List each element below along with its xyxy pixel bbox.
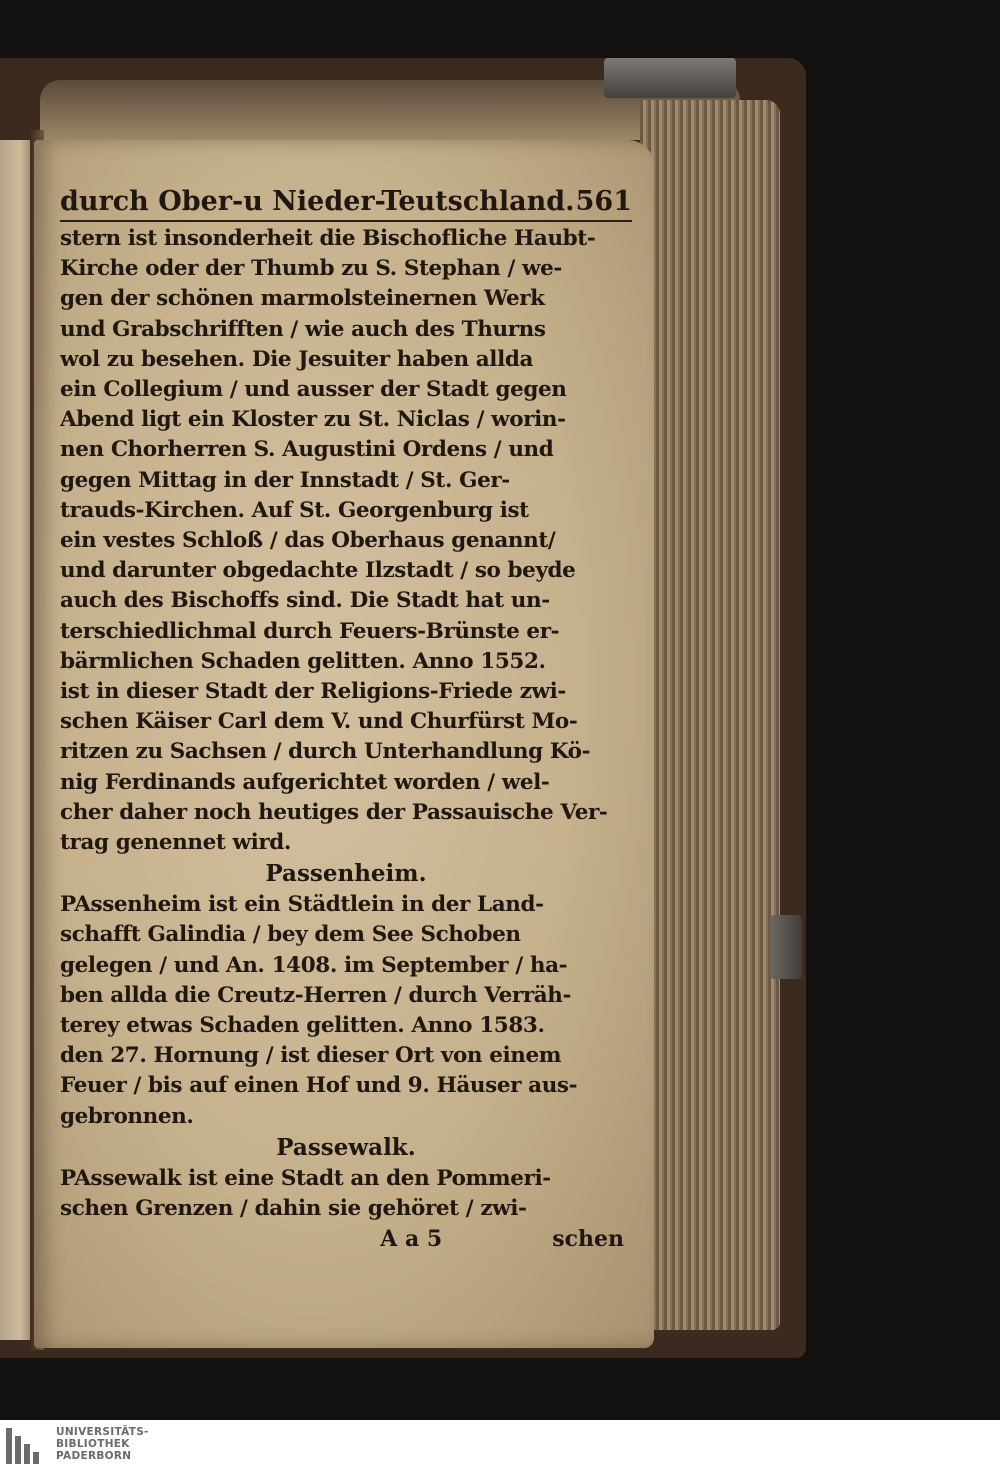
text-line: schen Käiser Carl dem V. und Churfürst Mo- — [60, 709, 578, 735]
metal-clasp-side — [770, 915, 802, 979]
paragraph-passau — [60, 224, 632, 858]
text-line: Abend ligt ein Kloster zu St. Niclas / worin- — [60, 407, 566, 433]
text-line: gelegen / und An. 1408. im September / ha- — [60, 952, 568, 978]
page-footer — [60, 1224, 632, 1254]
library-logo-text — [56, 1426, 149, 1462]
catchword: schen — [552, 1226, 624, 1253]
text-line: schafft Galindia / bey dem See Schoben — [60, 922, 521, 948]
paragraph-passewalk — [60, 1164, 632, 1224]
paragraph-passenheim — [60, 890, 632, 1132]
text-line: gen der schönen marmolsteinernen Werk — [60, 286, 545, 312]
text-line: ein Collegium / und ausser der Stadt gegen — [60, 377, 567, 403]
text-line: terschiedlichmal durch Feuers-Brünste er- — [60, 618, 560, 644]
left-page-edge — [0, 140, 34, 1340]
text-line: ein vestes Schloß / das Oberhaus genannt/ — [60, 528, 556, 554]
text-line: nen Chorherren S. Augustini Ordens / und — [60, 437, 554, 463]
section-heading-passenheim: Passenheim. — [265, 860, 427, 888]
running-title: durch Ober-u Nieder-Teutschland. — [60, 186, 575, 217]
text-line: Kirche oder der Thumb zu S. Stephan / we- — [60, 256, 562, 282]
page-text-block — [60, 186, 632, 1254]
text-line: gebronnen. — [60, 1103, 194, 1129]
text-line: auch des Bischoffs sind. Die Stadt hat un- — [60, 588, 550, 614]
text-line: trag genennet wird. — [60, 830, 292, 856]
text-line: bärmlichen Schaden gelitten. Anno 1552. — [60, 648, 546, 674]
logo-line-1: UNIVERSITÄTS- — [56, 1426, 149, 1438]
text-line: PAssenheim ist ein Städtlein in der Land- — [60, 892, 544, 918]
text-line: gegen Mittag in der Innstadt / St. Ger- — [60, 467, 510, 493]
text-line: trauds-Kirchen. Auf St. Georgenburg ist — [60, 497, 529, 523]
text-line: cher daher noch heutiges der Passauische Ver- — [60, 799, 608, 825]
section-heading-passewalk: Passewalk. — [276, 1133, 416, 1161]
text-line: terey etwas Schaden gelitten. Anno 1583. — [60, 1013, 545, 1039]
text-line: den 27. Hornung / ist dieser Ort von einem — [60, 1043, 562, 1069]
library-logo-icon — [6, 1428, 46, 1464]
text-line: nig Ferdinands aufgerichtet worden / wel- — [60, 769, 550, 795]
page-number: 561 — [575, 186, 632, 217]
text-line: stern ist insonderheit die Bischofliche Haubt- — [60, 226, 596, 251]
text-line: ben allda die Creutz-Herren / durch Verräh- — [60, 982, 572, 1008]
text-line: und Grabschrifften / wie auch des Thurns — [60, 316, 546, 342]
text-line: PAssewalk ist eine Stadt an den Pommeri- — [60, 1165, 551, 1191]
page-stack-edge — [640, 100, 780, 1330]
text-line: schen Grenzen / dahin sie gehöret / zwi- — [60, 1196, 527, 1222]
running-header — [60, 186, 632, 222]
text-line: ist in dieser Stadt der Religions-Friede zwi- — [60, 679, 566, 705]
book-page — [34, 140, 654, 1348]
metal-clasp — [604, 58, 736, 98]
logo-line-3: PADERBORN — [56, 1450, 132, 1462]
library-footer-bar — [0, 1420, 1000, 1472]
text-line: ritzen zu Sachsen / durch Unterhandlung Kö- — [60, 739, 591, 765]
text-line: wol zu besehen. Die Jesuiter haben allda — [60, 346, 534, 372]
text-line: und darunter obgedachte Ilzstadt / so beyde — [60, 558, 576, 584]
signature-mark: A a 5 — [380, 1226, 443, 1253]
text-line: Feuer / bis auf einen Hof und 9. Häuser aus- — [60, 1073, 578, 1099]
logo-line-2: BIBLIOTHEK — [56, 1438, 130, 1450]
